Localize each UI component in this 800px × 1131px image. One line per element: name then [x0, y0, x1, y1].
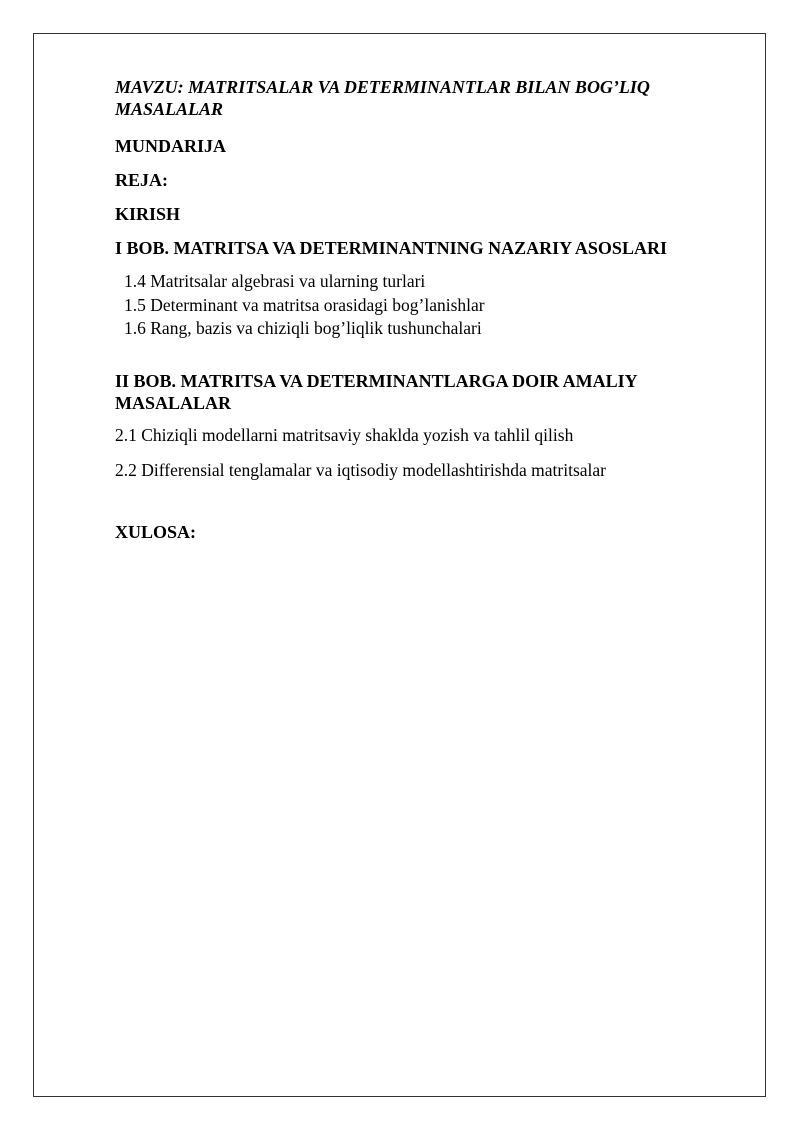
section-2-2: 2.2 Differensial tenglamalar va iqtisodiy modellashtirishda matritsalar	[115, 459, 606, 480]
xulosa-heading: XULOSA:	[115, 521, 197, 542]
reja-heading: REJA:	[115, 170, 168, 190]
chapter-2-heading: II BOB. MATRITSA VA DETERMINANTLARGA DOIR AMALIY MASALALAR	[115, 370, 637, 413]
mundarija-heading: MUNDARIJA	[115, 136, 226, 156]
document-body	[115, 76, 715, 543]
chapter-1-section-list	[115, 270, 715, 341]
kirish-heading: KIRISH	[115, 204, 181, 224]
section-2-1: 2.1 Chiziqli modellarni matritsaviy shaklda yozish va tahlil qilish	[115, 424, 574, 445]
chapter-1-heading: I BOB. MATRITSA VA DETERMINANTNING NAZARIY ASOSLARI	[115, 238, 667, 258]
section-1-5: 1.5 Determinant va matritsa orasidagi bog’lanishlar	[124, 294, 485, 315]
document-title: MAVZU: MATRITSALAR VA DETERMINANTLAR BILAN BOG’LIQ MASALALAR	[115, 77, 650, 119]
section-1-4: 1.4 Matritsalar algebrasi va ularning turlari	[124, 271, 426, 291]
section-1-6: 1.6 Rang, bazis va chiziqli bog’liqlik tushunchalari	[124, 318, 482, 338]
